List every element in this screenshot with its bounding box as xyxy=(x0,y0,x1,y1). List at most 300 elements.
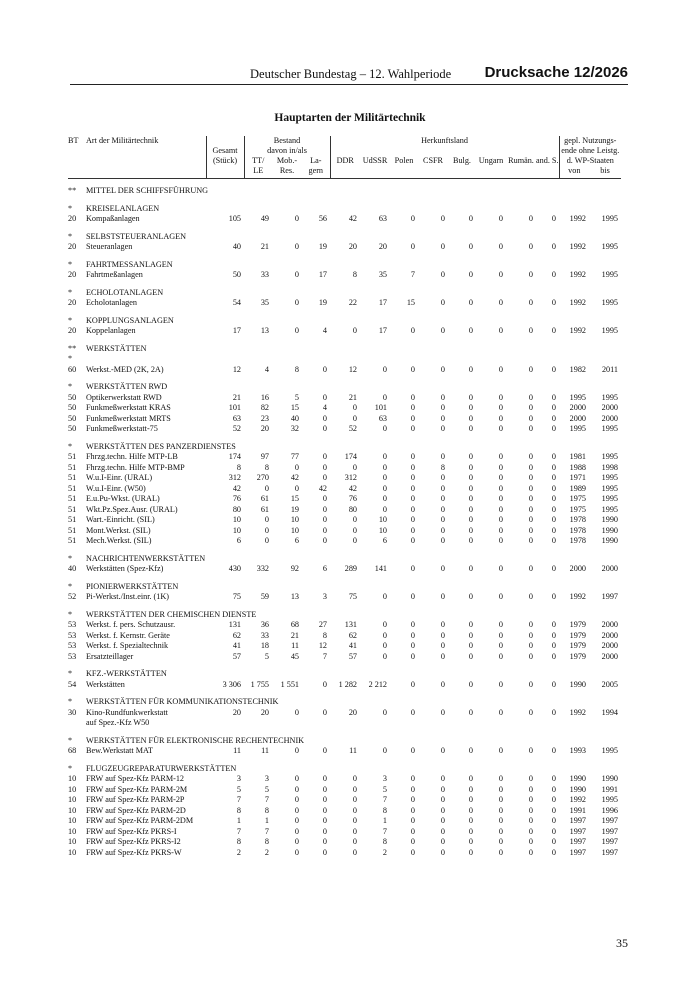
table-cell: 63 xyxy=(232,413,241,423)
table-row xyxy=(68,708,621,719)
col-gepl-1: gepl. Nutzungs- xyxy=(559,136,621,146)
table-cell: 0 xyxy=(551,826,557,836)
table-cell: 0 xyxy=(410,452,415,461)
table-cell: 0 xyxy=(294,214,299,223)
table-cell: 63 xyxy=(378,413,387,423)
table-cell: 0 xyxy=(528,816,533,825)
col-davon: davon in/als xyxy=(244,146,330,156)
row-bt: 51 xyxy=(68,462,77,472)
table-cell: 0 xyxy=(294,847,299,857)
table-cell: 0 xyxy=(440,826,445,836)
section-row xyxy=(68,547,621,565)
table-cell: 0 xyxy=(528,392,533,402)
table-cell: 1992 xyxy=(569,242,587,251)
table-cell: 0 xyxy=(352,784,357,794)
table-cell: 0 xyxy=(440,483,445,493)
table-row xyxy=(68,827,621,838)
table-cell: 0 xyxy=(551,242,557,251)
table-cell: 0 xyxy=(468,473,473,482)
table-cell: 0 xyxy=(410,630,415,640)
page-number: 35 xyxy=(616,936,628,950)
table-cell: 35 xyxy=(378,270,387,279)
row-label: FRW auf Spez-Kfz PKRS-W xyxy=(86,847,182,857)
row-bt: 51 xyxy=(68,473,77,482)
table-cell: 1996 xyxy=(601,805,619,815)
table-cell: 76 xyxy=(348,494,357,503)
table-cell: 0 xyxy=(498,651,503,661)
table-cell: 0 xyxy=(498,847,503,857)
table-cell: 0 xyxy=(322,847,327,857)
row-label: Werkstätten xyxy=(86,679,125,689)
row-label: Werkst.-MED (2K, 2A) xyxy=(86,364,164,374)
table-cell: 1991 xyxy=(569,805,587,815)
table-cell: 1995 xyxy=(601,795,619,804)
table-cell: 0 xyxy=(410,847,415,857)
running-header-title: Deutscher Bundestag – 12. Wahlperiode xyxy=(250,67,452,81)
table-cell: 1979 xyxy=(569,651,587,661)
row-label: Funkmeßwerkstatt KRAS xyxy=(86,403,171,412)
table-cell: 0 xyxy=(440,847,445,857)
row-label: Funkmeßwerkstatt-75 xyxy=(86,424,158,433)
table-cell: 33 xyxy=(260,270,269,279)
table-cell: 0 xyxy=(352,837,357,846)
table-cell: 0 xyxy=(498,630,503,640)
table-cell: 0 xyxy=(551,651,557,661)
section-row xyxy=(68,575,621,593)
table-cell: 1990 xyxy=(601,774,619,783)
row-bt: 53 xyxy=(68,651,77,661)
table-cell: 0 xyxy=(528,795,533,804)
table-cell: 0 xyxy=(551,326,557,335)
table-cell: 8 xyxy=(382,805,387,815)
row-bt: 53 xyxy=(68,630,77,640)
table-row xyxy=(68,526,621,537)
col-bt: BT xyxy=(68,136,79,145)
section-row xyxy=(68,729,621,747)
table-cell: 0 xyxy=(528,515,533,524)
row-bt: 20 xyxy=(68,298,77,307)
table-cell: 0 xyxy=(352,536,357,545)
section-heading: PIONIERWERKSTÄTTEN xyxy=(86,581,179,591)
table-cell: 8 xyxy=(236,462,241,472)
row-label: Pi-Werkst./Inst.einr. (1K) xyxy=(86,592,170,601)
table-cell: 49 xyxy=(260,214,269,223)
table-cell: 0 xyxy=(551,504,557,514)
table-cell: 0 xyxy=(528,452,533,461)
table-cell: 18 xyxy=(260,641,269,650)
table-cell: 7 xyxy=(236,795,241,804)
table-cell: 0 xyxy=(410,816,415,825)
table-cell: 0 xyxy=(294,837,299,846)
col-gern: gern xyxy=(302,166,330,179)
table-cell: 0 xyxy=(468,483,473,493)
table-cell: 0 xyxy=(551,641,557,650)
table-cell: 17 xyxy=(232,326,241,335)
table-cell: 0 xyxy=(468,630,473,640)
table-cell: 0 xyxy=(528,242,533,251)
table-cell: 0 xyxy=(468,816,473,825)
table-row xyxy=(68,463,621,474)
table-cell: 19 xyxy=(318,298,327,307)
table-cell: 2 xyxy=(264,847,269,857)
table-cell: 0 xyxy=(410,620,415,629)
table-cell: 77 xyxy=(290,452,299,461)
table-cell: 20 xyxy=(348,707,357,717)
table-cell: 0 xyxy=(322,515,327,524)
table-cell: 8 xyxy=(236,837,241,846)
table-cell: 1990 xyxy=(601,525,619,535)
table-cell: 0 xyxy=(498,784,503,794)
table-cell: 0 xyxy=(498,413,503,423)
table-cell: 97 xyxy=(260,452,269,461)
table-cell: 0 xyxy=(322,826,327,836)
table-row xyxy=(68,473,621,484)
table-cell: 0 xyxy=(528,707,533,717)
row-label: Mont.Werkst. (SIL) xyxy=(86,525,151,535)
table-row xyxy=(68,837,621,848)
table-cell: 1979 xyxy=(569,620,587,629)
table-row xyxy=(68,298,621,309)
table-cell: 0 xyxy=(410,795,415,804)
table-cell: 3 xyxy=(322,592,327,601)
table-cell: 0 xyxy=(440,564,445,573)
table-cell: 4 xyxy=(322,403,327,412)
table-cell: 1992 xyxy=(569,214,587,223)
table-cell: 0 xyxy=(468,847,473,857)
table-cell: 54 xyxy=(232,298,241,307)
table-cell: 57 xyxy=(232,651,241,661)
table-cell: 0 xyxy=(440,816,445,825)
table-cell: 8 xyxy=(440,462,445,472)
col-bis: bis xyxy=(589,166,621,179)
table-cell: 2 212 xyxy=(368,679,387,689)
table-cell: 1 551 xyxy=(280,679,299,689)
table-cell: 0 xyxy=(440,392,445,402)
table-cell: 10 xyxy=(232,525,241,535)
row-bt: 53 xyxy=(68,620,77,629)
table-cell: 0 xyxy=(468,746,473,755)
table-cell: 0 xyxy=(468,494,473,503)
table-cell: 174 xyxy=(344,452,357,461)
table-cell: 0 xyxy=(528,473,533,482)
table-row xyxy=(68,452,621,463)
col-mob: Mob.- xyxy=(276,156,298,165)
section-row xyxy=(68,662,621,680)
table-cell: 0 xyxy=(551,746,557,755)
table-cell: 101 xyxy=(374,403,387,412)
table-cell: 21 xyxy=(232,392,241,402)
row-label: W.u.I-Einr. (W50) xyxy=(86,483,146,493)
table-cell: 1995 xyxy=(601,504,619,514)
table-cell: 63 xyxy=(378,214,387,223)
table-cell: 2000 xyxy=(601,564,619,573)
row-label: Mech.Werkst. (SIL) xyxy=(86,536,152,545)
section-heading: KREISELANLAGEN xyxy=(86,203,160,213)
section-heading: SELBSTSTEUERANLAGEN xyxy=(86,231,187,241)
table-cell: 0 xyxy=(440,298,445,307)
section-heading: KOPPLUNGSANLAGEN xyxy=(86,315,174,325)
row-bt: 20 xyxy=(68,326,77,335)
table-cell: 0 xyxy=(498,424,503,433)
table-cell: 0 xyxy=(551,525,557,535)
table-cell: 131 xyxy=(228,620,241,629)
table-cell: 1975 xyxy=(569,494,587,503)
table-cell: 312 xyxy=(228,473,241,482)
table-cell: 1978 xyxy=(569,515,587,524)
section-row xyxy=(68,435,621,453)
table-cell: 0 xyxy=(498,242,503,251)
table-cell: 2000 xyxy=(569,403,587,412)
table-cell: 0 xyxy=(352,413,357,423)
table-cell: 0 xyxy=(551,816,557,825)
table-cell: 1979 xyxy=(569,641,587,650)
table-cell: 0 xyxy=(528,483,533,493)
table-cell: 0 xyxy=(322,795,327,804)
table-cell: 0 xyxy=(440,214,445,223)
table-cell: 0 xyxy=(551,392,557,402)
table-cell: 0 xyxy=(410,413,415,423)
table-cell: 0 xyxy=(322,805,327,815)
table-cell: 0 xyxy=(528,403,533,412)
table-cell: 101 xyxy=(228,403,241,412)
table-cell: 0 xyxy=(468,837,473,846)
table-cell: 42 xyxy=(348,214,357,223)
table-cell: 0 xyxy=(322,413,327,423)
table-cell: 0 xyxy=(528,504,533,514)
table-cell: 0 xyxy=(440,679,445,689)
table-cell: 0 xyxy=(551,494,557,503)
table-cell: 0 xyxy=(440,413,445,423)
table-cell: 27 xyxy=(318,620,327,629)
table-cell: 0 xyxy=(440,707,445,717)
table-cell: 8 xyxy=(236,805,241,815)
table-cell: 1995 xyxy=(601,270,619,279)
table-cell: 0 xyxy=(410,592,415,601)
row-bt: 51 xyxy=(68,525,77,535)
row-label: FRW auf Spez-Kfz PARM-2M xyxy=(86,784,188,794)
table-cell: 0 xyxy=(294,805,299,815)
table-row xyxy=(68,564,621,575)
table-cell: 0 xyxy=(440,424,445,433)
table-cell: 76 xyxy=(232,494,241,503)
military-equipment-table xyxy=(68,136,621,858)
table-cell: 1997 xyxy=(601,592,619,601)
table-row xyxy=(68,393,621,404)
table-cell: 0 xyxy=(528,494,533,503)
table-cell: 8 xyxy=(264,462,269,472)
table-cell: 40 xyxy=(290,413,299,423)
table-body xyxy=(68,179,621,859)
row-bt: * xyxy=(68,581,73,591)
table-cell: 0 xyxy=(551,298,557,307)
table-cell: 1975 xyxy=(569,504,587,514)
table-cell: 0 xyxy=(528,679,533,689)
table-cell: 1990 xyxy=(601,515,619,524)
section-heading: WERKSTÄTTEN FÜR KOMMUNIKATIONSTECHNIK xyxy=(86,697,279,706)
table-cell: 0 xyxy=(410,707,415,717)
table-cell: 0 xyxy=(528,462,533,472)
table-cell: 0 xyxy=(551,679,557,689)
table-cell: 12 xyxy=(232,364,241,374)
table-cell: 1997 xyxy=(601,826,619,836)
header-row-4 xyxy=(68,166,621,179)
table-cell: 6 xyxy=(236,536,241,545)
table-cell: 0 xyxy=(498,270,503,279)
table-cell: 0 xyxy=(468,504,473,514)
table-cell: 0 xyxy=(294,242,299,251)
table-cell: 1995 xyxy=(601,494,619,503)
table-cell: 0 xyxy=(440,270,445,279)
table-row xyxy=(68,515,621,526)
table-cell: 5 xyxy=(294,392,299,402)
table-cell: 174 xyxy=(228,452,241,461)
row-label: Wart.-Einricht. (SIL) xyxy=(86,515,155,524)
table-row xyxy=(68,795,621,806)
table-cell: 0 xyxy=(551,452,557,461)
table-cell: 20 xyxy=(260,707,269,717)
table-cell: 80 xyxy=(348,504,357,514)
col-csfr: CSFR xyxy=(422,156,444,165)
table-cell: 0 xyxy=(440,620,445,629)
table-cell: 0 xyxy=(498,816,503,825)
table-cell: 12 xyxy=(348,364,357,374)
table-cell: 2000 xyxy=(601,413,619,423)
row-label: Fahrtmeßanlagen xyxy=(86,270,143,279)
row-bt: 50 xyxy=(68,392,77,402)
table-cell: 0 xyxy=(551,483,557,493)
section-heading: WERKSTÄTTEN DER CHEMISCHEN DIENSTE xyxy=(86,609,257,619)
table-cell: 0 xyxy=(322,837,327,846)
table-cell: 0 xyxy=(294,816,299,825)
document-number: Drucksache 12/2026 xyxy=(484,64,628,81)
row-label: Echolotanlagen xyxy=(86,298,137,307)
table-cell: 0 xyxy=(468,298,473,307)
table-cell: 0 xyxy=(440,452,445,461)
table-cell: 1991 xyxy=(601,784,619,794)
row-label: Kino-Rundfunkwerkstatt xyxy=(86,707,168,717)
table-cell: 3 xyxy=(382,774,387,783)
table-cell: 4 xyxy=(322,326,327,335)
table-cell: 0 xyxy=(440,746,445,755)
table-cell: 0 xyxy=(440,641,445,650)
col-lag: La- xyxy=(302,156,330,166)
table-cell: 0 xyxy=(410,746,415,755)
section-row xyxy=(68,690,621,708)
table-cell: 41 xyxy=(348,641,357,650)
table-row xyxy=(68,414,621,425)
table-cell: 61 xyxy=(260,494,269,503)
table-cell: 1997 xyxy=(569,847,587,857)
table-cell: 0 xyxy=(468,452,473,461)
row-bt: * xyxy=(68,315,73,325)
table-cell: 0 xyxy=(440,784,445,794)
table-cell: 0 xyxy=(468,424,473,433)
table-row xyxy=(68,424,621,435)
table-cell: 0 xyxy=(498,452,503,461)
table-cell: 0 xyxy=(410,504,415,514)
section-row xyxy=(68,375,621,393)
table-cell: 312 xyxy=(344,473,357,482)
table-cell: 7 xyxy=(382,795,387,804)
table-cell: 0 xyxy=(410,214,415,223)
table-cell: 0 xyxy=(382,746,387,755)
table-title: Hauptarten der Militärtechnik xyxy=(274,112,426,124)
table-cell: 1995 xyxy=(601,483,619,493)
table-cell: 8 xyxy=(294,364,299,374)
section-row xyxy=(68,718,621,729)
table-cell: 8 xyxy=(352,270,357,279)
table-cell: 59 xyxy=(260,592,269,601)
table-cell: 0 xyxy=(551,564,557,573)
table-cell: 62 xyxy=(232,630,241,640)
row-label xyxy=(86,354,621,365)
table-cell: 3 xyxy=(236,774,241,783)
row-bt: 20 xyxy=(68,214,77,223)
table-cell: 0 xyxy=(440,364,445,374)
table-cell: 0 xyxy=(468,826,473,836)
table-cell: 20 xyxy=(348,242,357,251)
table-cell: 1995 xyxy=(601,452,619,461)
table-row xyxy=(68,214,621,225)
table-cell: 0 xyxy=(440,326,445,335)
table-cell: 1971 xyxy=(569,473,587,482)
table-cell: 0 xyxy=(440,504,445,514)
col-bestand: Bestand xyxy=(244,136,330,146)
table-cell: 1995 xyxy=(601,392,619,402)
table-cell: 42 xyxy=(232,483,241,493)
table-cell: 80 xyxy=(232,504,241,514)
table-cell: 0 xyxy=(498,483,503,493)
table-cell: 7 xyxy=(322,651,327,661)
table-cell: 4 xyxy=(264,364,269,374)
table-cell: 52 xyxy=(232,424,241,433)
table-cell: 0 xyxy=(322,473,327,482)
table-cell: 1995 xyxy=(569,424,587,433)
table-cell: 0 xyxy=(352,847,357,857)
table-cell: 45 xyxy=(290,651,299,661)
table-cell: 16 xyxy=(260,392,269,402)
table-cell: 0 xyxy=(440,536,445,545)
table-cell: 7 xyxy=(382,826,387,836)
table-cell: 10 xyxy=(290,515,299,524)
table-cell: 0 xyxy=(382,462,387,472)
table-cell: 0 xyxy=(498,392,503,402)
table-row xyxy=(68,774,621,785)
table-cell: 0 xyxy=(382,483,387,493)
row-bt: 10 xyxy=(68,826,77,836)
table-cell: 1 xyxy=(236,816,241,825)
row-label: Werkst. f. pers. Schutzausr. xyxy=(86,620,176,629)
table-cell: 8 xyxy=(264,837,269,846)
table-cell: 0 xyxy=(410,536,415,545)
row-bt: 52 xyxy=(68,592,77,601)
table-cell: 0 xyxy=(468,515,473,524)
section-heading: FAHRTMESSANLAGEN xyxy=(86,259,173,269)
table-cell: 0 xyxy=(551,536,557,545)
row-bt: * xyxy=(68,259,73,269)
table-cell: 0 xyxy=(468,564,473,573)
table-cell: 0 xyxy=(468,620,473,629)
table-cell: 1990 xyxy=(569,784,587,794)
table-cell: 0 xyxy=(498,641,503,650)
table-cell: 0 xyxy=(551,270,557,279)
row-label: FRW auf Spez-Kfz PARM-12 xyxy=(86,774,185,783)
table-cell: 11 xyxy=(349,746,357,755)
row-bt: * xyxy=(68,669,73,678)
table-cell: 20 xyxy=(232,707,241,717)
table-cell: 0 xyxy=(528,413,533,423)
table-cell: 0 xyxy=(551,837,557,846)
